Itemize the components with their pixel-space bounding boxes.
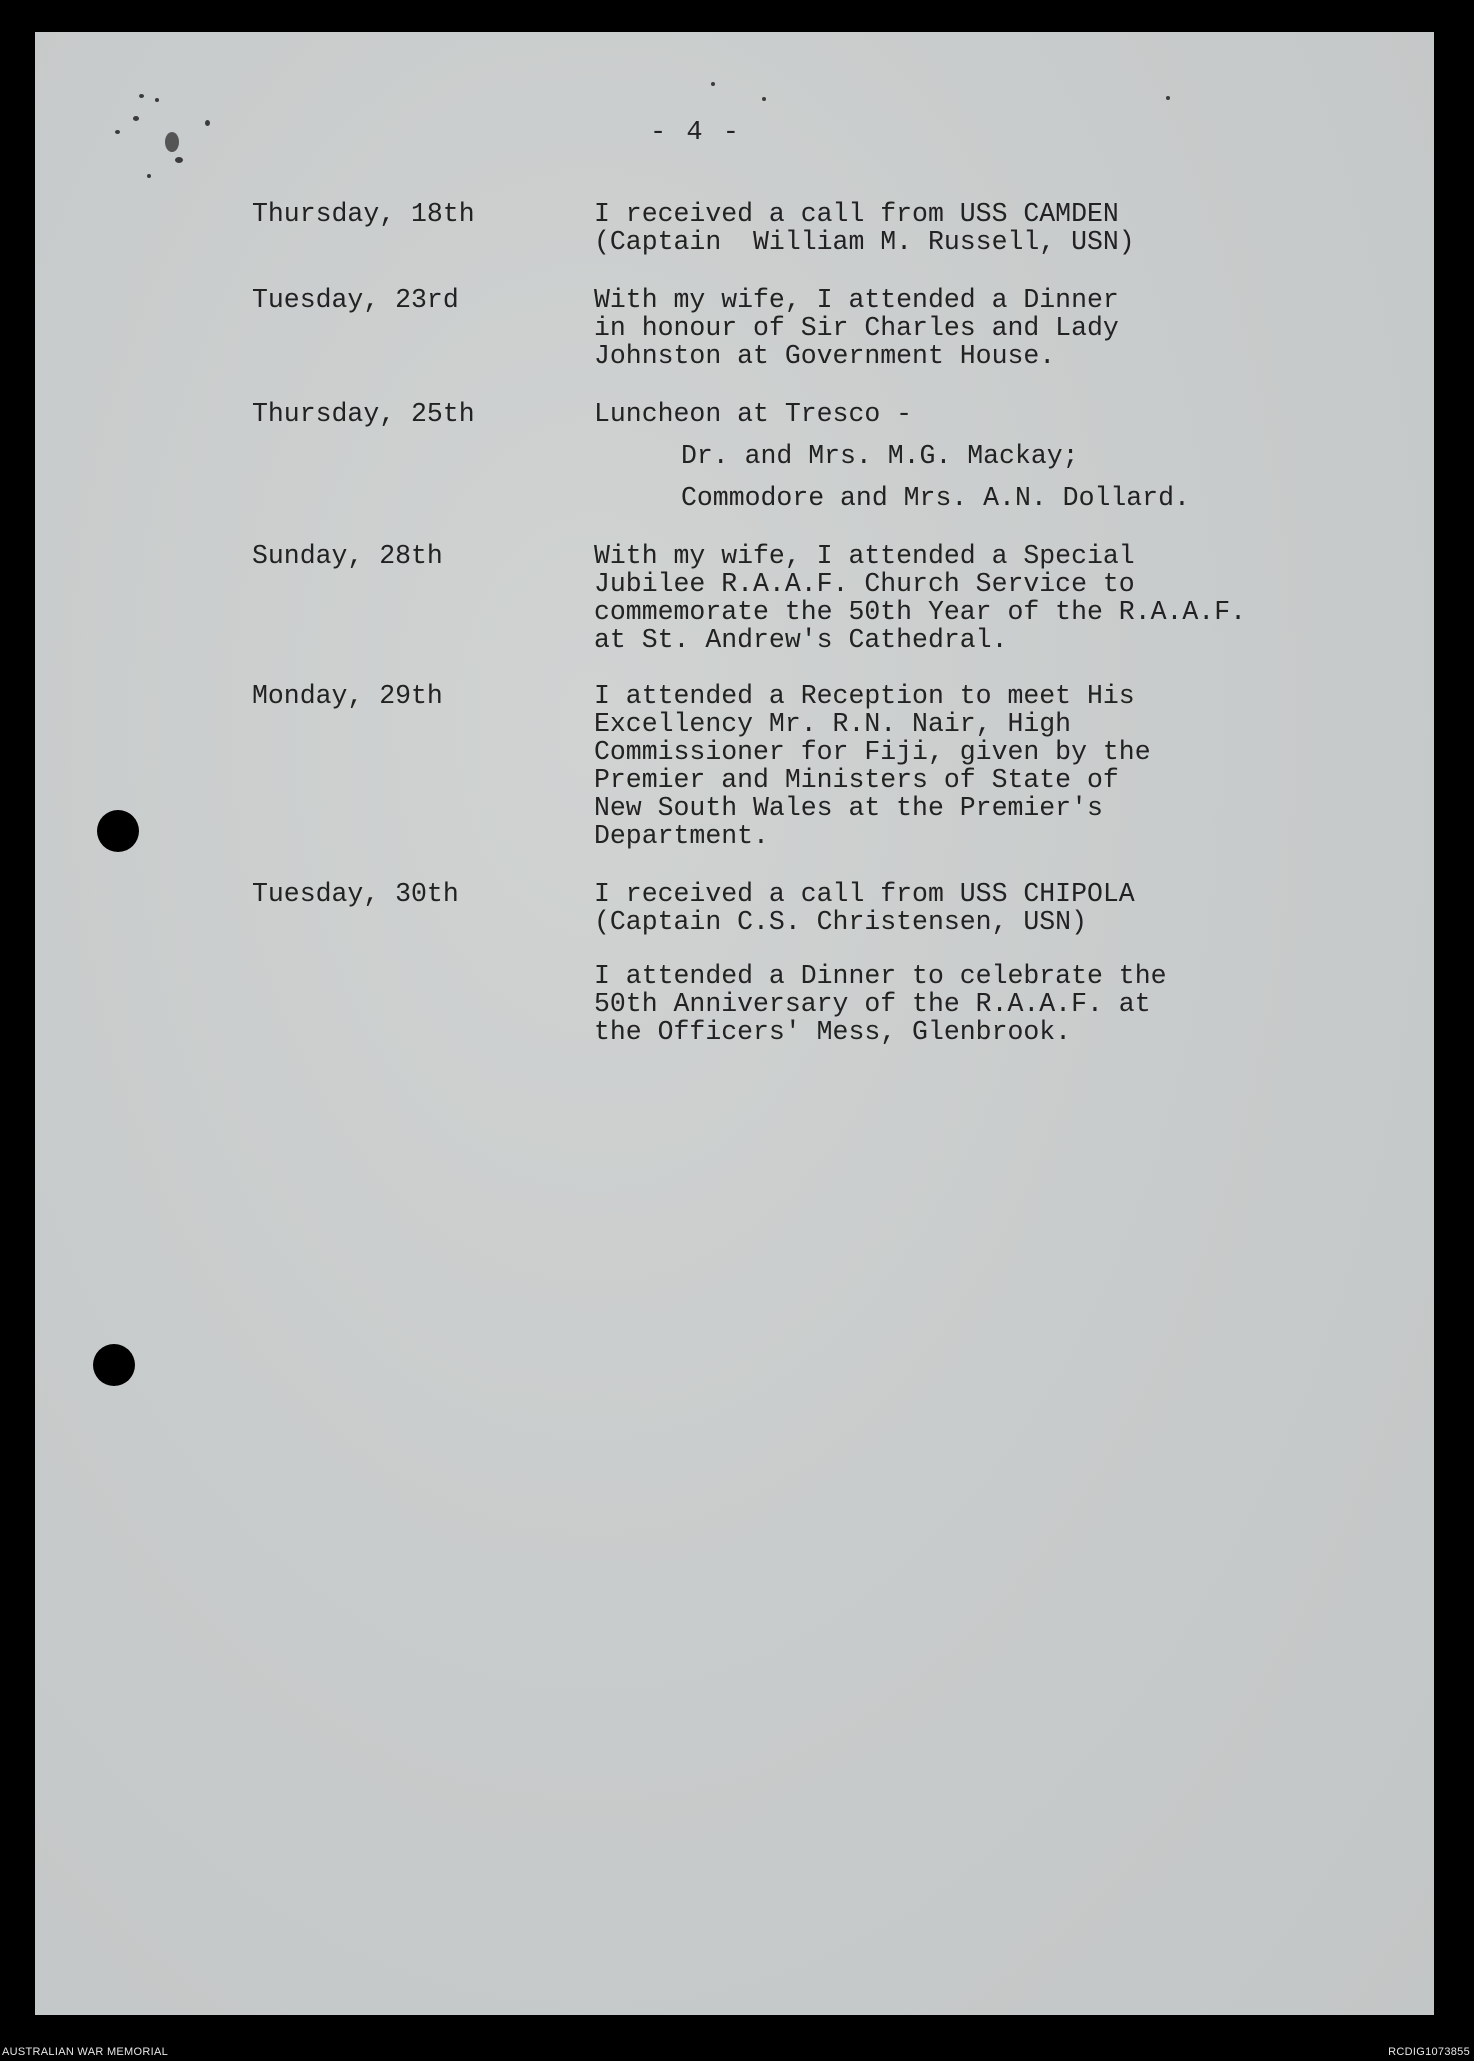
entry-line: I attended a Reception to meet His	[594, 681, 1135, 711]
entry-line: Luncheon at Tresco -	[594, 399, 913, 429]
punch-hole	[97, 810, 139, 852]
entry-date: Thursday, 25th	[252, 399, 475, 429]
entry-line: With my wife, I attended a Special	[594, 541, 1135, 571]
paper-speck	[115, 130, 120, 134]
entry-text	[594, 682, 1374, 850]
entry-text	[594, 880, 1374, 1046]
entry-line: Department.	[594, 821, 769, 851]
paper-speck	[165, 132, 179, 152]
entry-date: Tuesday, 23rd	[252, 285, 459, 315]
paper-speck	[133, 116, 139, 121]
entry-text	[594, 286, 1374, 370]
entry-line: commemorate the 50th Year of the R.A.A.F.	[594, 597, 1247, 627]
page-number: - 4 -	[650, 118, 742, 148]
entry-date: Sunday, 28th	[252, 541, 443, 571]
paper-speck	[155, 98, 159, 102]
entry-line: at St. Andrew's Cathedral.	[594, 625, 1008, 655]
paper-speck	[205, 120, 210, 126]
entry-line: in honour of Sir Charles and Lady	[594, 313, 1119, 343]
paper-speck	[175, 157, 183, 163]
entry-line: I received a call from USS CHIPOLA	[594, 879, 1135, 909]
entry-text	[594, 400, 1374, 512]
punch-hole	[93, 1344, 135, 1386]
entry-date: Thursday, 18th	[252, 199, 475, 229]
entry-date: Tuesday, 30th	[252, 879, 459, 909]
entry-line: I received a call from USS CAMDEN	[594, 199, 1119, 229]
entry-date: Monday, 29th	[252, 681, 443, 711]
entry-line: Commissioner for Fiji, given by the	[594, 737, 1151, 767]
entry-line: (Captain C.S. Christensen, USN)	[594, 907, 1087, 937]
entry-text	[594, 200, 1374, 256]
entry-line: Premier and Ministers of State of	[594, 765, 1119, 795]
entry-line: 50th Anniversary of the R.A.A.F. at	[594, 989, 1151, 1019]
paper-speck	[147, 174, 151, 178]
entry-line: Jubilee R.A.A.F. Church Service to	[594, 569, 1135, 599]
paper-speck	[711, 82, 715, 86]
paper-speck	[762, 97, 766, 101]
entry-line: I attended a Dinner to celebrate the	[594, 961, 1167, 991]
archive-label: AUSTRALIAN WAR MEMORIAL	[2, 2046, 169, 2058]
paper-speck	[1166, 96, 1170, 100]
entry-line: the Officers' Mess, Glenbrook.	[594, 1017, 1072, 1047]
guest-line: Dr. and Mrs. M.G. Mackay;	[681, 441, 1079, 471]
guest-line: Commodore and Mrs. A.N. Dollard.	[681, 483, 1190, 513]
document-page	[35, 32, 1434, 2015]
entry-line: Johnston at Government House.	[594, 341, 1056, 371]
entry-line: (Captain William M. Russell, USN)	[594, 227, 1135, 257]
paper-speck	[139, 94, 144, 98]
entry-text	[594, 542, 1374, 654]
archive-id: RCDIG1073855	[1388, 2046, 1470, 2058]
entry-line: New South Wales at the Premier's	[594, 793, 1103, 823]
entry-line: With my wife, I attended a Dinner	[594, 285, 1119, 315]
entry-line: Excellency Mr. R.N. Nair, High	[594, 709, 1072, 739]
